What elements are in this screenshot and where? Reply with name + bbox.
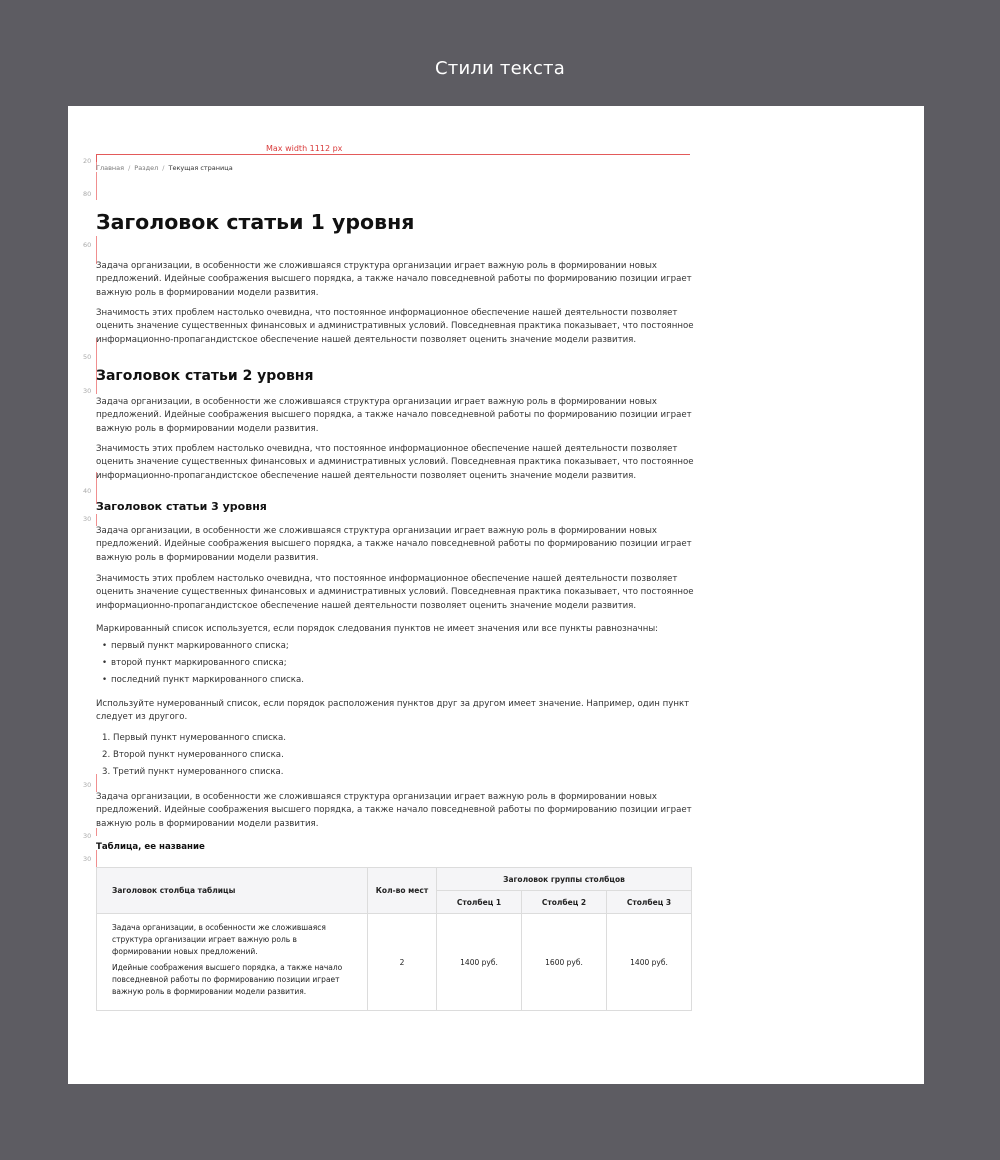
max-width-label: Max width 1112 px [266,144,343,153]
number-marker: 3. [102,767,111,777]
bullet-list-item [102,675,304,685]
breadcrumb [96,164,233,172]
table-cell-value: 1400 руб. [607,914,692,1011]
breadcrumb-link-home[interactable]: Главная [96,164,125,172]
paragraph-line: Задача организации, в особенности же сложившаяся структура организации играет важную роль в формировании новых [96,261,657,271]
table-header-group: Заголовок группы столбцов [437,868,692,891]
page-title: Стили текста [435,58,565,79]
cell-paragraph: Идейные соображения высшего порядка, а также начало повседневной работы по формированию позиции играет важную роль в формировании модели развития. [112,963,343,996]
paragraph-line: предложений. Идейные соображения высшего порядка, а также начало повседневной работы по формированию позиции играет [96,539,692,550]
spacing-value: 30 [83,781,92,789]
numbered-list-intro [96,698,690,725]
paragraph-line: важную роль в формировании модели развития. [96,552,319,563]
bullet-list-intro [96,623,690,636]
spacing-guide [96,774,97,792]
bullet-list-item [102,641,289,651]
paragraph-line: важную роль в формировании модели развития. [96,818,319,829]
max-width-guide [96,154,690,155]
paragraph [96,260,690,300]
table-cell-value: 1600 руб. [522,914,607,1011]
number-marker: 2. [102,750,111,760]
spacing-value: 30 [83,387,92,395]
paragraph-line: Задача организации, в особенности же сложившаяся структура организации играет важную роль в формировании новых [96,526,657,536]
spacing-value: 40 [83,487,92,495]
spacing-value: 30 [83,832,92,840]
breadcrumb-separator: / [128,164,131,172]
paragraph-line: предложений. Идейные соображения высшего порядка, а также начало повседневной работы по формированию позиции играет [96,410,692,421]
paragraph-line: оценить значение существенных финансовых и административных условий. Повседневная практика показывает, что постоянное [96,321,694,332]
list-item-text: Первый пункт нумерованного списка. [113,733,286,743]
list-item-text: первый пункт маркированного списка; [111,641,289,651]
bullet-list-item [102,658,287,668]
numbered-list-item [102,733,286,743]
list-item-text: второй пункт маркированного списка; [111,658,287,668]
paragraph [96,443,694,483]
paragraph-line: Значимость этих проблем настолько очевидна, что постоянное информационное обеспечение нашей деятельности позволяет [96,308,678,318]
paragraph [96,791,690,831]
spacing-value: 50 [83,353,92,361]
paragraph [96,525,690,565]
heading-level-1: Заголовок статьи 1 уровня [96,210,415,234]
data-table [96,867,692,1011]
numbered-list-item [102,750,284,760]
paragraph-line: предложений. Идейные соображения высшего порядка, а также начало повседневной работы по формированию позиции играет [96,805,692,816]
spacing-value: 30 [83,515,92,523]
breadcrumb-separator: / [162,164,165,172]
paragraph-line: оценить значение существенных финансовых и административных условий. Повседневная практика показывает, что постоянное [96,457,694,468]
paragraph-line: информационно-пропагандистское обеспечение нашей деятельности позволяет оценить значение модели развития. [96,334,637,345]
paragraph-line: Значимость этих проблем настолько очевидна, что постоянное информационное обеспечение нашей деятельности позволяет [96,574,678,584]
table-header-sub: Столбец 2 [522,891,607,914]
bullet-marker: • [102,641,108,651]
paragraph-line: важную роль в формировании модели развития. [96,423,319,434]
paragraph [96,307,694,347]
breadcrumb-current: Текущая страница [168,164,233,172]
paragraph-line: информационно-пропагандистское обеспечение нашей деятельности позволяет оценить значение модели развития. [96,470,637,481]
table-cell-description [97,914,368,1011]
spacing-value: 80 [83,190,92,198]
table-header-sub: Столбец 3 [607,891,692,914]
breadcrumb-link-section[interactable]: Раздел [134,164,159,172]
list-item-text: последний пункт маркированного списка. [111,675,304,685]
bullet-marker: • [102,675,108,685]
paragraph [96,396,690,436]
paragraph-line: важную роль в формировании модели развития. [96,287,319,298]
paragraph-line: информационно-пропагандистское обеспечение нашей деятельности позволяет оценить значение модели развития. [96,600,637,611]
table-header-sub: Столбец 1 [437,891,522,914]
document-sheet [68,106,924,1084]
paragraph-line: Используйте нумерованный список, если порядок расположения пунктов друг за другом имеет значение. Например, один пункт [96,699,690,709]
number-marker: 1. [102,733,111,743]
table-header-column: Заголовок столбца таблицы [97,868,368,914]
spacing-value: 30 [83,855,92,863]
spacing-value: 60 [83,241,92,249]
max-width-tick [96,154,97,162]
paragraph-line: оценить значение существенных финансовых и административных условий. Повседневная практика показывает, что постоянное [96,587,694,598]
spacing-guide [96,172,97,200]
heading-level-3: Заголовок статьи 3 уровня [96,500,267,513]
list-item-text: Второй пункт нумерованного списка. [113,750,284,760]
heading-level-2: Заголовок статьи 2 уровня [96,368,314,384]
paragraph-line: Задача организации, в особенности же сложившаяся структура организации играет важную роль в формировании новых [96,792,657,802]
paragraph-line: Задача организации, в особенности же сложившаяся структура организации играет важную роль в формировании новых [96,397,657,407]
table-row [97,914,692,1011]
spacing-value: 20 [83,157,92,165]
bullet-marker: • [102,658,108,668]
table-cell-value: 1400 руб. [437,914,522,1011]
list-item-text: Третий пункт нумерованного списка. [113,767,284,777]
paragraph-line: Значимость этих проблем настолько очевидна, что постоянное информационное обеспечение нашей деятельности позволяет [96,444,678,454]
paragraph-line: Маркированный список используется, если порядок следования пунктов не имеет значения или все пункты равнозначны: [96,624,659,634]
numbered-list-item [102,767,284,777]
paragraph [96,573,694,613]
paragraph-line: следует из другого. [96,712,188,723]
cell-paragraph: Задача организации, в особенности же сложившаяся структура организации играет важную роль в формировании новых предложений. [112,923,326,956]
table-header-count: Кол-во мест [368,868,437,914]
paragraph-line: предложений. Идейные соображения высшего порядка, а также начало повседневной работы по формированию позиции играет [96,274,692,285]
table-cell-count: 2 [368,914,437,1011]
table-caption: Таблица, ее название [96,842,205,852]
